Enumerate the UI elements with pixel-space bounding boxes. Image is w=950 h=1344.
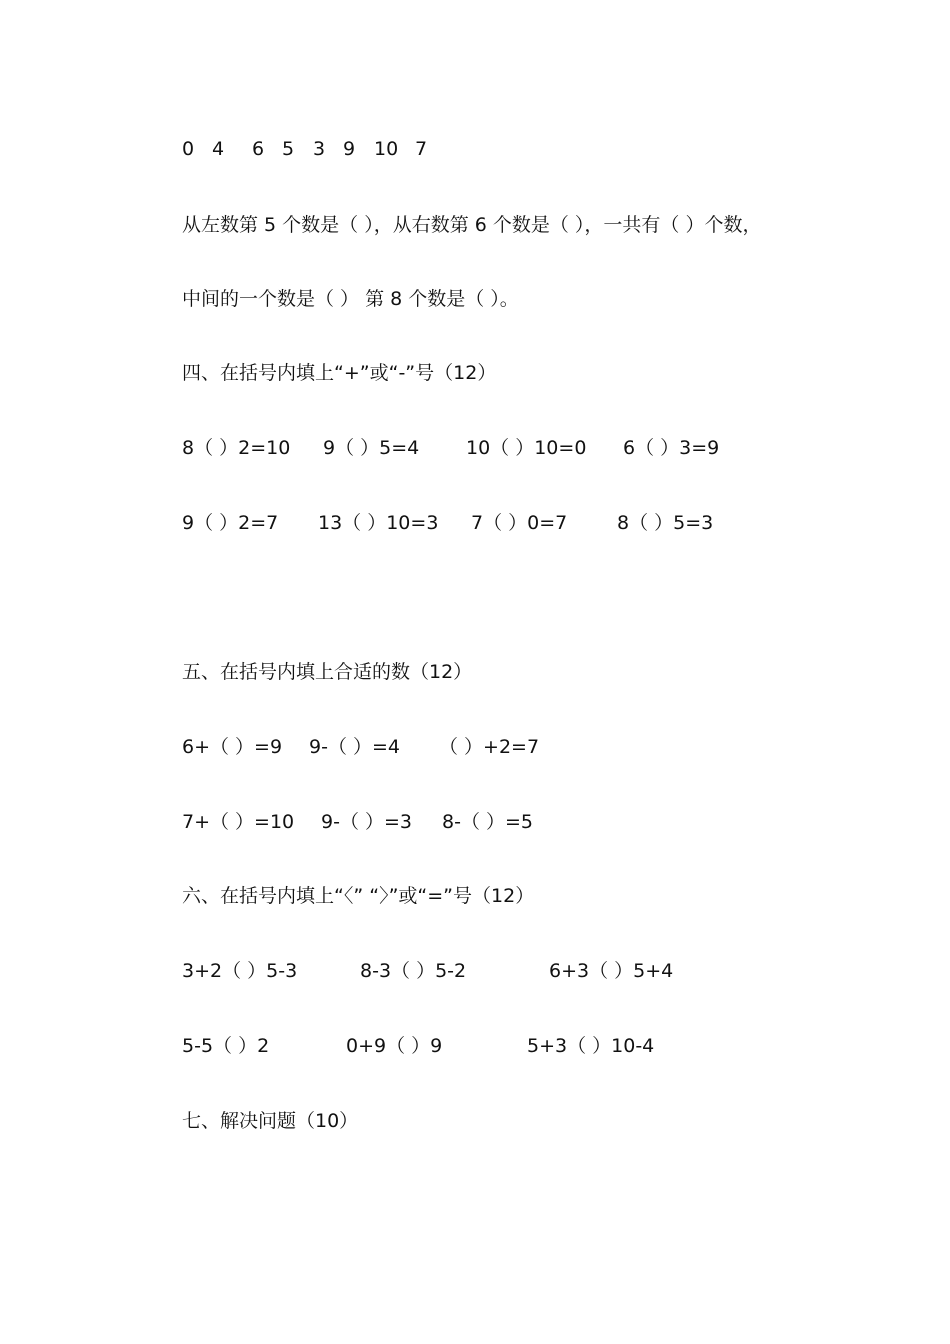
sequence-number: 9: [343, 138, 356, 160]
problem: 6+3（ ）5+4: [549, 960, 674, 982]
problem: 8-（ ）=5: [442, 811, 533, 833]
sequence-number: 5: [282, 138, 295, 160]
sequence-number: 3: [313, 138, 326, 160]
problem: 7（ ）0=7: [471, 512, 568, 534]
sequence-question-line-1: 从左数第 5 个数是（ ），从右数第 6 个数是（ ），一共有（ ）个数，: [182, 214, 762, 236]
problem: 9-（ ）=4: [309, 736, 400, 758]
problem: 9-（ ）=3: [321, 811, 412, 833]
section-4-title: 四、在括号内填上“+”或“-”号（12）: [182, 362, 497, 384]
section-7-title: 七、解决问题（10）: [182, 1110, 359, 1132]
sequence-question-line-2: 中间的一个数是（ ） 第 8 个数是（ ）。: [182, 288, 519, 310]
problem: 8（ ）2=10: [182, 437, 291, 459]
problem: 9（ ）2=7: [182, 512, 279, 534]
problem: 9（ ）5=4: [323, 437, 420, 459]
problem: （ ）+2=7: [439, 736, 540, 758]
section-5-title: 五、在括号内填上合适的数（12）: [182, 661, 473, 683]
problem: 3+2（ ）5-3: [182, 960, 298, 982]
problem: 0+9（ ）9: [346, 1035, 443, 1057]
section-6-title: 六、在括号内填上“〈” “〉”或“=”号（12）: [182, 885, 535, 907]
problem: 7+（ ）=10: [182, 811, 295, 833]
problem: 10（ ）10=0: [466, 437, 587, 459]
sequence-number: 6: [252, 138, 265, 160]
sequence-number: 7: [415, 138, 428, 160]
sequence-number: 0: [182, 138, 195, 160]
problem: 5+3（ ）10-4: [527, 1035, 655, 1057]
sequence-number: 4: [212, 138, 225, 160]
sequence-number: 10: [374, 138, 399, 160]
problem: 6（ ）3=9: [623, 437, 720, 459]
problem: 8（ ）5=3: [617, 512, 714, 534]
problem: 5-5（ ）2: [182, 1035, 270, 1057]
problem: 6+（ ）=9: [182, 736, 283, 758]
problem: 8-3（ ）5-2: [360, 960, 467, 982]
problem: 13（ ）10=3: [318, 512, 439, 534]
